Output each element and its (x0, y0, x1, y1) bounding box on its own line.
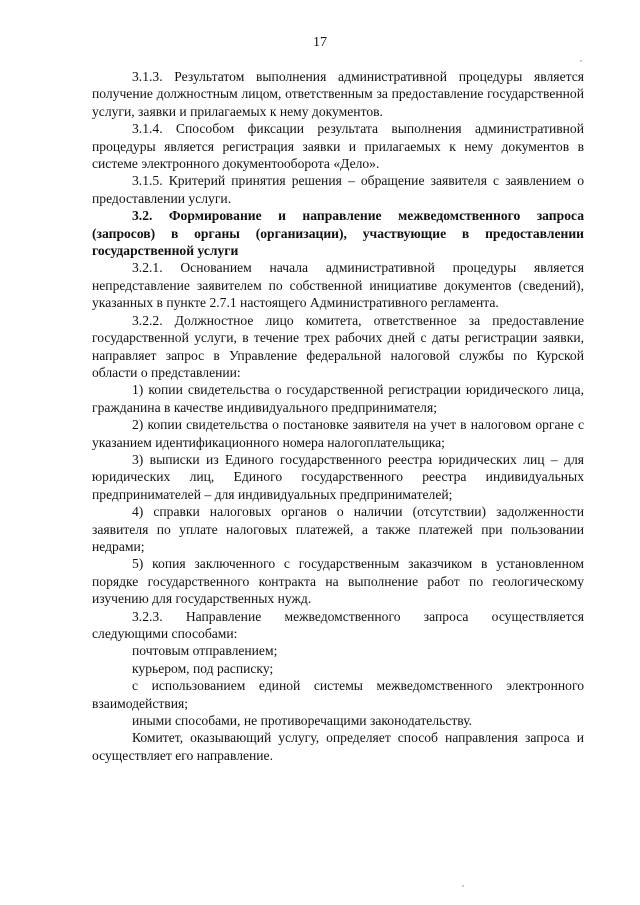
list-item-3: 3) выписки из Единого государственного реестра юридических лиц – для юридических лиц, Единого государственного реестра индивидуальных предпринимателей – для индивидуальных предпринимателей; (92, 451, 584, 502)
method-courier: курьером, под расписку; (132, 660, 274, 676)
method-other: иными способами, не противоречащими законодательству. (132, 713, 473, 729)
page-number: 17 (313, 35, 327, 50)
list-item-5: 5) копия заключенного с государственным заказчиком в установленном порядке государственного контракта на выполнение работ по геологическому изучению для государственных нужд. (92, 556, 584, 607)
scan-speck (462, 885, 464, 887)
paragraph-3-1-4: 3.1.4. Способом фиксации результата выполнения административной процедуры является регистрация заявки и прилагаемых к нему документов в системе электронного документооборота «Дело». (92, 121, 584, 172)
paragraph-3-1-3: 3.1.3. Результатом выполнения административной процедуры является получение должностным лицом, ответственным за предоставление государственной услуги, заявки и прилагаемых к нему документов. (92, 69, 584, 119)
list-item-4: 4) справки налоговых органов о наличии (отсутствии) задолженности заявителя по уплате налоговых платежей, а также платежей при пользовании недрами; (92, 504, 584, 554)
paragraph-3-2-2: 3.2.2. Должностное лицо комитета, ответственное за предоставление государственной услуги, в течение трех рабочих дней с даты регистрации заявки, направляет запрос в Управление федеральной налоговой службы по Курской области о представлении: (92, 312, 584, 380)
list-item-2: 2) копии свидетельства о постановке заявителя на учет в налоговом органе с указанием идентификационного номера налогоплательщика; (92, 417, 584, 450)
paragraph-3-2-3: 3.2.3. Направление межведомственного запроса осуществляется следующими способами: (92, 608, 584, 641)
scan-speck (580, 60, 582, 62)
section-heading-3-2: 3.2. Формирование и направление межведомственного запроса (запросов) в органы (организации), участвующие в предоставлении государственной услуги (92, 208, 584, 259)
method-postal: почтовым отправлением; (132, 643, 278, 659)
paragraph-3-1-5: 3.1.5. Критерий принятия решения – обращение заявителя с заявлением о предоставлении услуги. (92, 173, 584, 206)
list-item-1: 1) копии свидетельства о государственной регистрации юридического лица, гражданина в качестве индивидуального предпринимателя; (92, 382, 584, 415)
document-body (92, 68, 584, 764)
paragraph-final: Комитет, оказывающий услугу, определяет способ направления запроса и осуществляет его направление. (92, 730, 584, 763)
paragraph-3-2-1: 3.2.1. Основанием начала административной процедуры является непредставление заявителем по собственной инициативе документов (сведений), указанных в пункте 2.7.1 настоящего Административного регламента. (92, 260, 584, 311)
method-electronic: с использованием единой системы межведомственного электронного взаимодействия; (92, 678, 584, 711)
